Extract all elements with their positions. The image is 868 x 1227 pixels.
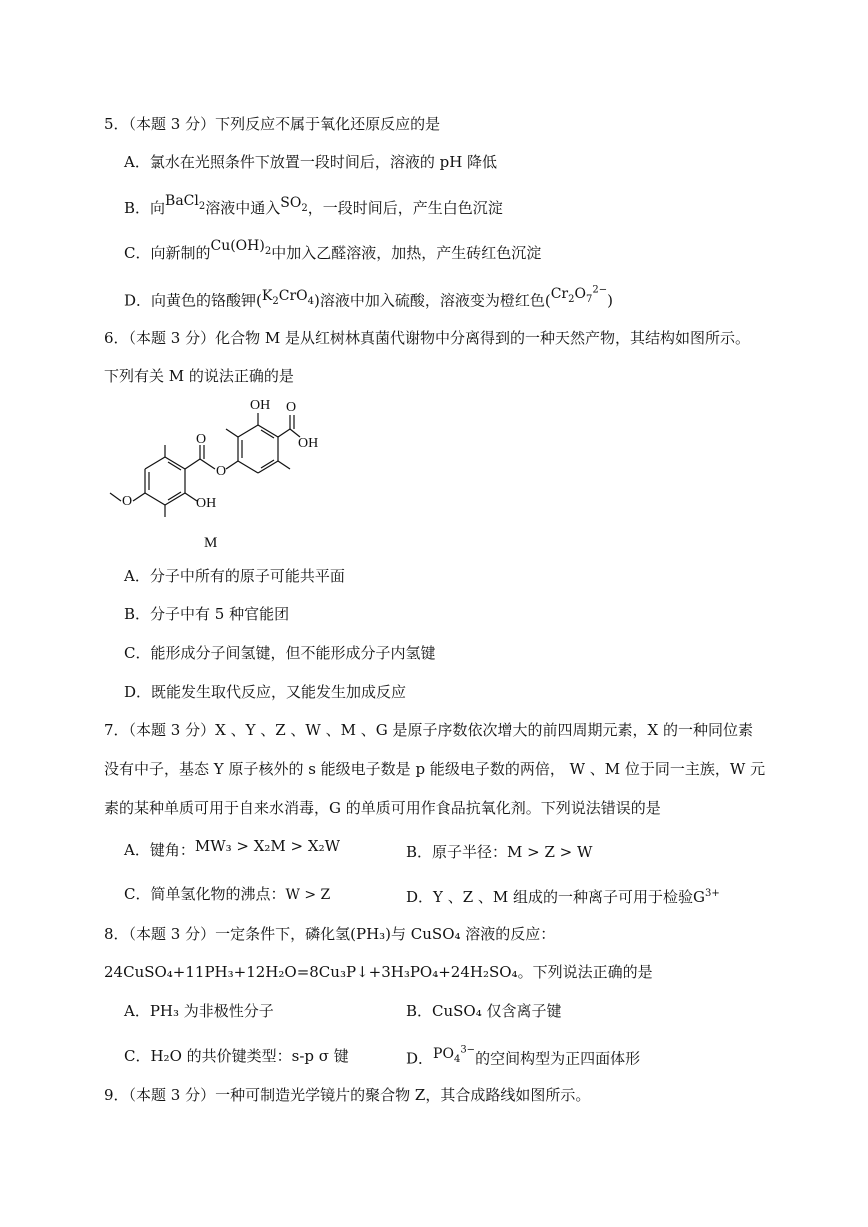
- q5-c-prefix: C．向新制的: [124, 244, 211, 262]
- mol-o-methoxy: O: [122, 494, 133, 509]
- q6-stem-line2: 下列有关 M 的说法正确的是: [104, 367, 294, 385]
- q9-stem: 9．（本题 3 分）一种可制造光学镜片的聚合物 Z，其合成路线如图所示。: [104, 1086, 591, 1104]
- q6-stem-line1: 6．（本题 3 分）化合物 M 是从红树林真菌代谢物中分离得到的一种天然产物，其结构如图所示。: [104, 329, 751, 347]
- q5-c-formula: $Cu(OH)_2$: [210, 238, 272, 257]
- q7-stem-line1: 7．（本题 3 分）X 、Y 、Z 、W 、M 、G 是原子序数依次增大的前四周期元素，X 的一种同位素: [104, 721, 753, 739]
- q8-option-a: A．PH₃ 为非极性分子: [124, 1002, 274, 1020]
- mol-o-ester: O: [216, 464, 227, 479]
- q5-b-prefix: B．向: [124, 199, 166, 217]
- q5-option-c: [124, 238, 542, 270]
- mol-oh-phenol: OH: [196, 496, 217, 511]
- q5-d-formula1: $K_2CrO_4$: [261, 287, 314, 307]
- molecule-m-structure: [100, 395, 340, 555]
- q5-c-suffix: 中加入乙醛溶液，加热，产生砖红色沉淀: [271, 244, 542, 262]
- q8-stem-line1: 8．（本题 3 分）一定条件下，磷化氢(PH₃)与 CuSO₄ 溶液的反应：: [104, 925, 556, 943]
- mol-oh-acid: OH: [298, 436, 319, 451]
- q8-stem-line2: 24CuSO₄+11PH₃+12H₂O=8Cu₃P↓+3H₃PO₄+24H₂SO₄。下列说法正确的是: [104, 963, 653, 981]
- q6-option-a: A．分子中所有的原子可能共平面: [124, 567, 345, 585]
- q8-option-d: D．$PO_4^{3-}$的空间构型为正四面体形: [406, 1044, 641, 1068]
- mol-oh-top: OH: [250, 398, 271, 413]
- q5-option-a: A．氯水在光照条件下放置一段时间后，溶液的 pH 降低: [124, 153, 498, 171]
- q6-option-d: D．既能发生取代反应，又能发生加成反应: [124, 683, 407, 701]
- mol-o-carbonyl: O: [196, 432, 207, 447]
- q5-d-formula2: $Cr_2O_7^{2-}$: [550, 284, 608, 305]
- q7-option-b: B．原子半径：M > Z > W: [406, 843, 593, 861]
- q6-option-b: B．分子中有 5 种官能团: [124, 605, 290, 623]
- q5-b-formula2: $SO_2$: [280, 195, 308, 214]
- mol-label-m: M: [204, 535, 218, 551]
- q5-option-b: [124, 193, 503, 225]
- q8-option-b: B．CuSO₄ 仅含离子键: [406, 1002, 562, 1020]
- q7-option-c: C．简单氢化物的沸点：W > Z: [124, 885, 331, 903]
- q5-b-mid: 溶液中通入: [205, 199, 281, 217]
- mol-o-acid: O: [286, 400, 297, 415]
- q7-stem-line3: 素的某种单质可用于自来水消毒，G 的单质可用作食品抗氧化剂。下列说法错误的是: [104, 799, 661, 817]
- q5-d-prefix: D．向黄色的铬酸钾(: [124, 291, 262, 310]
- q5-d-suffix: ): [607, 291, 613, 310]
- q5-b-formula1: BaCl$_2$: [165, 193, 206, 212]
- q8-option-c: C．H₂O 的共价键类型：s-p σ 键: [124, 1047, 349, 1065]
- q7-option-d: D．Y 、Z 、M 组成的一种离子可用于检验$G^{3+}$: [406, 888, 720, 906]
- q7-option-a: A．键角：MW₃ > X₂M > X₂W: [124, 837, 341, 859]
- q5-stem: 5．（本题 3 分）下列反应不属于氧化还原反应的是: [104, 115, 441, 133]
- q5-d-mid: )溶液中加入硫酸，溶液变为橙红色(: [314, 291, 551, 310]
- q5-b-suffix: ，一段时间后，产生白色沉淀: [307, 199, 503, 217]
- q5-option-d: [124, 284, 613, 317]
- q7-stem-line2: 没有中子，基态 Y 原子核外的 s 能级电子数是 p 能级电子数的两倍， W 、M 位于同一主族，W 元: [104, 760, 766, 778]
- q6-option-c: C．能形成分子间氢键，但不能形成分子内氢键: [124, 644, 436, 662]
